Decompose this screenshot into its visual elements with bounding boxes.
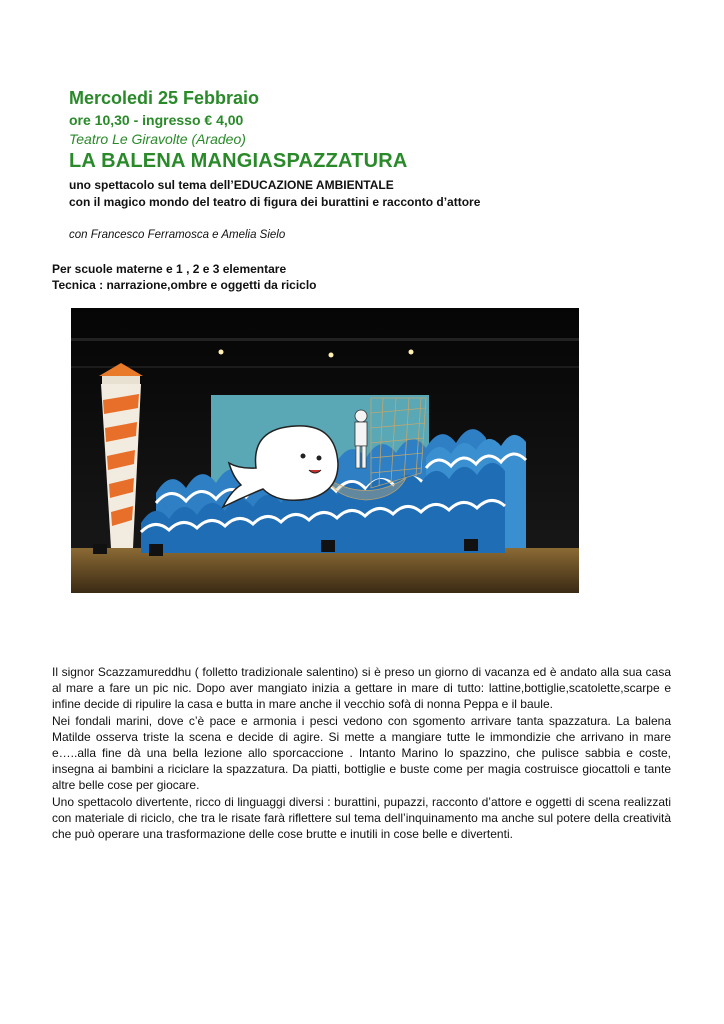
story-paragraph: Il signor Scazzamureddhu ( folletto tradizionale salentino) si è preso un giorno di vacanza ed è andato alla sua casa al mare a fare un pic nic. Dopo aver mangiato inizia a gettare in mare di tutto: lattine,bottiglie,scatolette,scarpe e infine decide di ripulire la casa e butta in mare anche il vecchio sofà di nonna Peppa e il baule. (52, 665, 671, 712)
show-subtitle-line1: uno spettacolo sul tema dell’EDUCAZIONE AMBIENTALE (69, 178, 394, 192)
event-date: Mercoledi 25 Febbraio (69, 88, 260, 108)
story-paragraph: Uno spettacolo divertente, ricco di linguaggi diversi : burattini, pupazzi, racconto d’attore e oggetti di scena realizzati con materiale di riciclo, che tra le risate farà riflettere sul tema dell’inquinamento ma anche sul potere della creatività che può operare una trasformazione delle cose brutte e inutili in cose belle e divertenti. (52, 794, 671, 842)
event-venue: Teatro Le Giravolte (Aradeo) (69, 131, 246, 147)
target-audience: Per scuole materne e 1 , 2 e 3 elementare (52, 262, 287, 276)
show-credits: con Francesco Ferramosca e Amelia Sielo (69, 229, 286, 241)
show-title: LA BALENA MANGIASPAZZATURA (69, 150, 408, 172)
story-text (52, 664, 671, 842)
show-subtitle-line2: con il magico mondo del teatro di figura dei burattini e racconto d’attore (69, 195, 481, 209)
story-paragraph: Nei fondali marini, dove c’è pace e armonia i pesci vedono con sgomento arrivare tanta spazzatura. La balena Matilde osserva triste la scena e decide di agire. Si mette a mangiare tutte le immondizie che arrivano in mare e…..alla fine dà una bella lezione allo sporcaccione . Intanto Marino lo spazzino, che pulisce sabbia e coste, insegna ai bambini a riciclare la spazzatura. Da piatti, bottiglie e buste come per magia costruisce giocattoli e tante altre belle cose per giocare. (52, 713, 671, 793)
technique: Tecnica : narrazione,ombre e oggetti da riciclo (52, 278, 317, 292)
stage-floor (71, 548, 579, 593)
event-time-price: ore 10,30 - ingresso € 4,00 (69, 112, 244, 128)
stage-photo (71, 308, 579, 593)
